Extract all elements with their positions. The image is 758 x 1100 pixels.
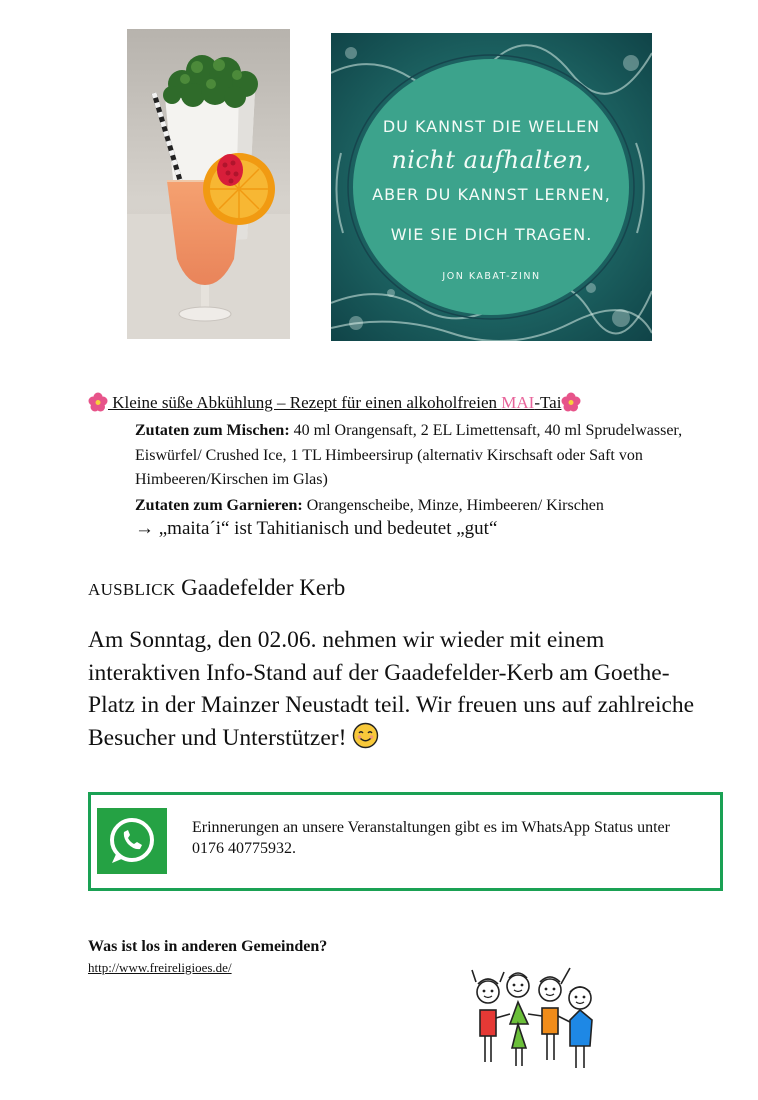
whatsapp-info-box [88, 792, 723, 891]
other-communities-heading: Was ist los in anderen Gemeinden? [88, 938, 328, 955]
quote-author: JON KABAT-ZINN [442, 271, 541, 282]
outlook-title: Gaadefelder Kerb [175, 575, 346, 600]
whatsapp-icon[interactable] [97, 808, 167, 874]
hibiscus-icon [88, 392, 108, 412]
quote-line-2: nicht aufhalten, [391, 146, 592, 174]
whatsapp-text: Erinnerungen an unsere Veranstaltungen gibt es im WhatsApp Status unter 0176 40775932. [192, 819, 670, 857]
maitai-note: → „maita´i“ ist Tahitianisch und bedeutet „gut“ [135, 518, 498, 539]
recipe-title [88, 392, 581, 413]
outlook-text: Am Sonntag, den 02.06. nehmen wir wieder mit einem interaktiven Info-Stand auf der Gaadefelder-Kerb am Goethe-Platz in der Mainzer Neustadt teil. Wir freuen uns auf zahlreiche Besucher und Unterstützer! [88, 627, 695, 751]
outlook-heading [88, 575, 345, 601]
recipe-title-text: Kleine süße Abkühlung – Rezept für einen alkoholfreien [108, 393, 502, 412]
quote-line-4: WIE SIE DICH TRAGEN. [390, 225, 593, 244]
recipe-title-mai: MAI [501, 393, 535, 412]
mix-label: Zutaten zum Mischen: [135, 422, 290, 439]
ingredients-garnish [135, 494, 715, 519]
smiling-face-icon [352, 722, 379, 749]
people-group-illustration [466, 962, 606, 1074]
mix-text: 40 ml Orangensaft, 2 EL Limettensaft, 40 ml Sprudelwasser, Eiswürfel/ Crushed Ice, 1 TL Himbeersirup (alternativ Kirschsaft oder Saft von Himbeeren/Kirschen im Glas) [135, 422, 683, 488]
quote-image [331, 33, 652, 341]
outlook-label: AUSBLICK [88, 580, 176, 599]
drink-photo [127, 29, 290, 339]
garnish-text: Orangenscheibe, Minze, Himbeeren/ Kirschen [302, 497, 604, 514]
quote-line-1: DU KANNST DIE WELLEN [382, 117, 601, 136]
ingredients-mix [135, 419, 715, 493]
freireligioes-link[interactable]: http://www.freireligioes.de/ [88, 960, 232, 975]
garnish-label: Zutaten zum Garnieren: [135, 497, 303, 514]
recipe-title-suffix: -Tai [534, 393, 562, 412]
quote-line-3: ABER DU KANNST LERNEN, [372, 185, 611, 204]
outlook-paragraph [88, 624, 708, 754]
hibiscus-icon [561, 392, 581, 412]
